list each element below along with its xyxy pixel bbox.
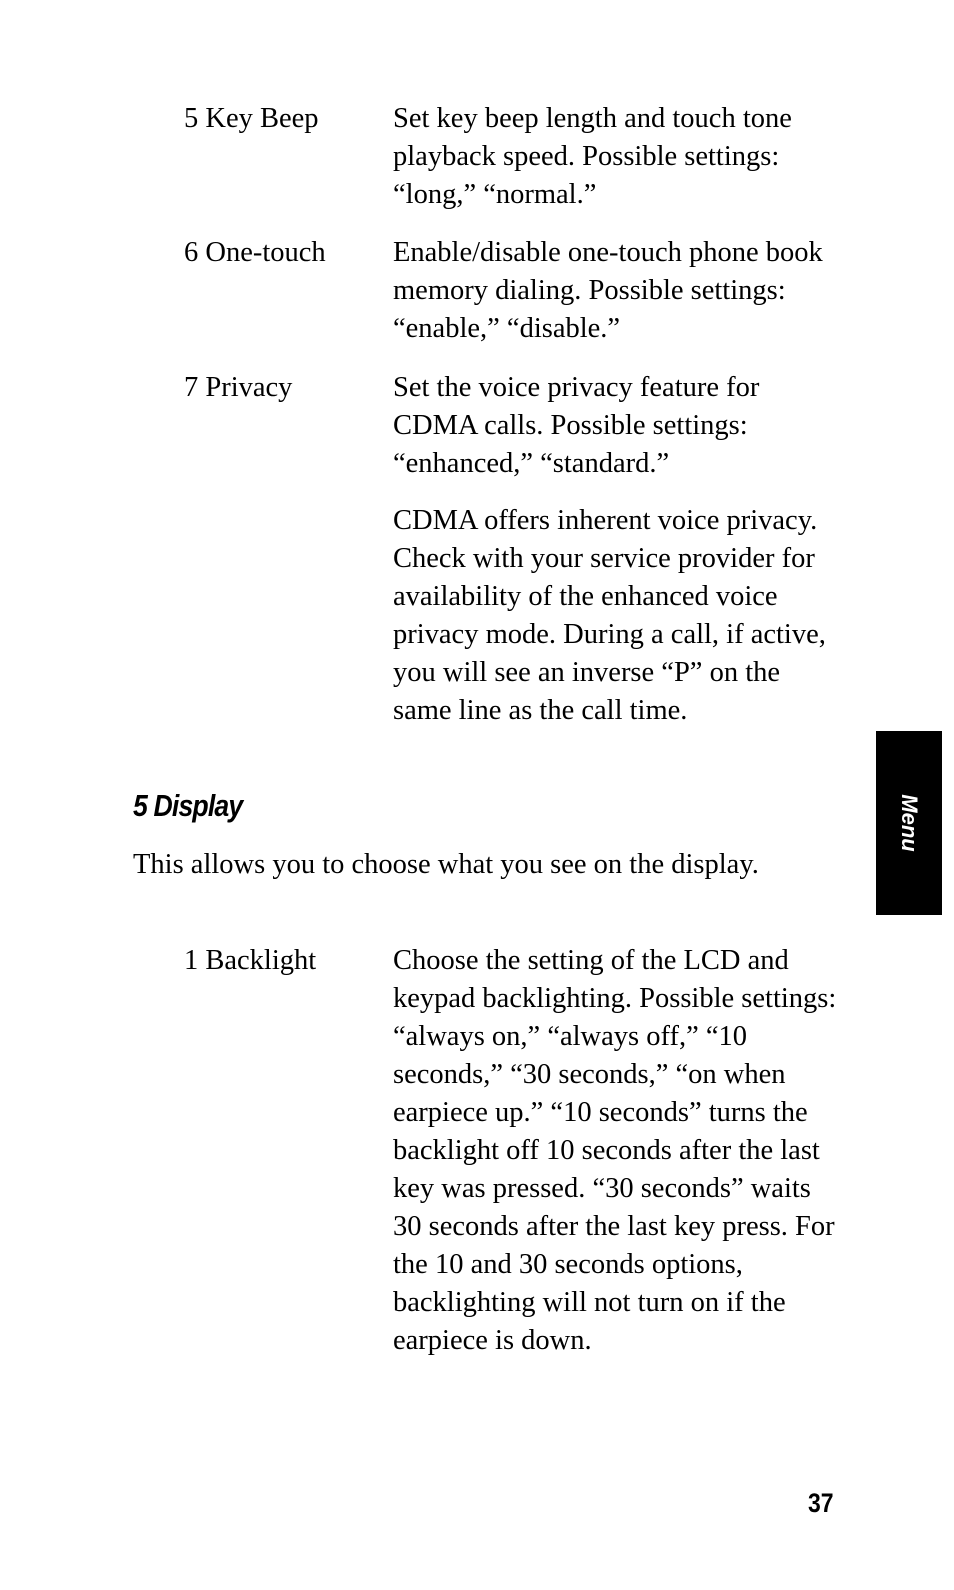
entry-label: 6 One-touch	[184, 237, 326, 268]
entry-description: Set key beep length and touch tone playback speed. Possible settings: “long,” “normal.”	[393, 103, 792, 210]
side-tab-label: Menu	[897, 794, 922, 852]
entry-label: 7 Privacy	[184, 372, 293, 403]
section-title: 5 Display	[133, 788, 243, 823]
entry-description: Enable/disable one-touch phone book memory dialing. Possible settings: “enable,” “disable.”	[393, 237, 823, 344]
menu-side-tab	[876, 731, 942, 915]
section-intro: This allows you to choose what you see on the display.	[133, 849, 759, 880]
entry-description: Choose the setting of the LCD and keypad backlighting. Possible settings: “always on,” “always off,” “10 seconds,” “30 seconds,” “on when earpiece up.” “10 seconds” turns the backlight off 10 seconds after the last key was pressed. “30 seconds” waits 30 seconds after the last key press. For the 10 and 30 seconds options, backlighting will not turn on if the earpiece is down.	[393, 945, 837, 1356]
entry-label: 5 Key Beep	[184, 103, 319, 134]
privacy-note: CDMA offers inherent voice privacy. Check with your service provider for availability of the enhanced voice privacy mode. During a call, if active, you will see an inverse “P” on the same line as the call time.	[393, 505, 826, 726]
entry-label: 1 Backlight	[184, 945, 317, 976]
page-number: 37	[808, 1488, 834, 1518]
entry-description: Set the voice privacy feature for CDMA calls. Possible settings: “enhanced,” “standard.”	[393, 372, 760, 479]
